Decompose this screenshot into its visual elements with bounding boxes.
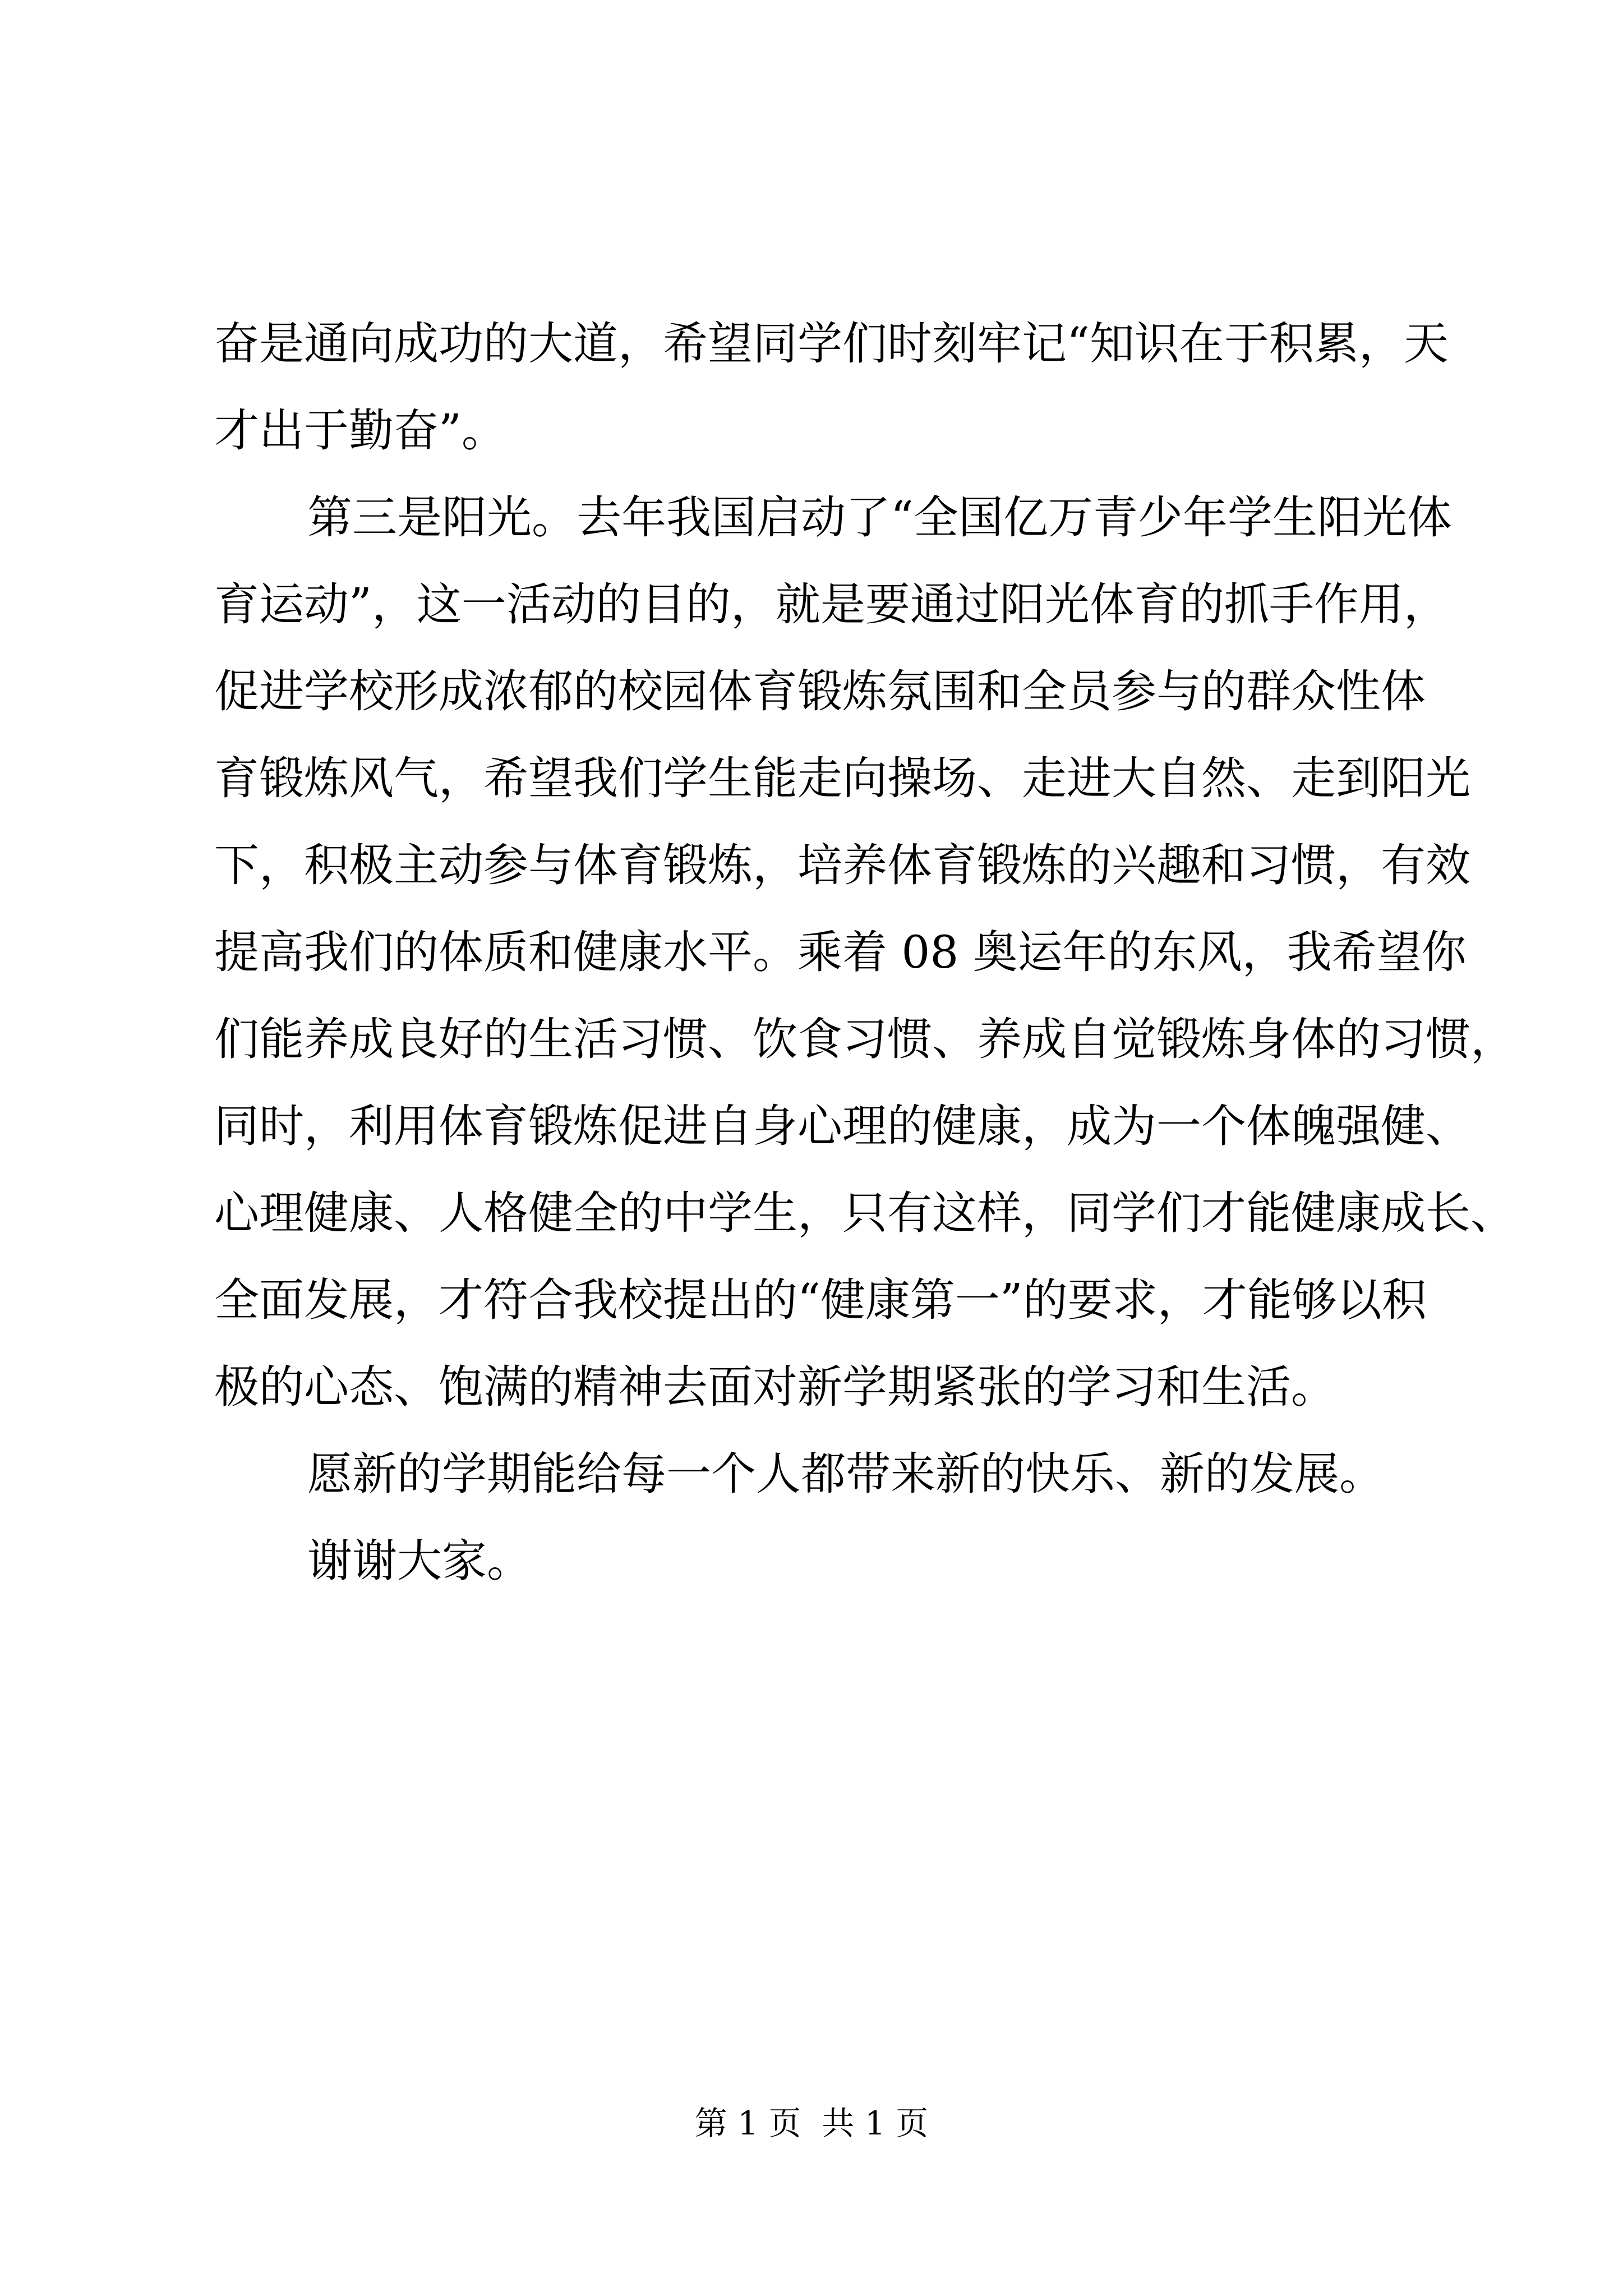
- paragraph-line: 第三是阳光。去年我国启动了“全国亿万青少年学生阳光体: [307, 491, 1452, 544]
- paragraph-line: 同时，利用体育锻炼促进自身心理的健康，成为一个体魄强健、: [214, 1100, 1470, 1152]
- paragraph-line: 育运动”，这一活动的目的，就是要通过阳光体育的抓手作用，: [214, 578, 1449, 631]
- paragraph-line: 全面发展，才符合我校提出的“健康第一”的要求，才能够以积: [214, 1274, 1427, 1326]
- paragraph-line: 奋是通向成功的大道，希望同学们时刻牢记“知识在于积累，天: [214, 318, 1449, 370]
- paragraph-line: 极的心态、饱满的精神去面对新学期紧张的学习和生活。: [214, 1361, 1336, 1413]
- paragraph-line: 育锻炼风气，希望我们学生能走向操场、走进大自然、走到阳光: [214, 752, 1470, 804]
- paragraph-line: 愿新的学期能给每一个人都带来新的快乐、新的发展。: [307, 1448, 1384, 1500]
- paragraph-line: 提高我们的体质和健康水平。乘着 08 奥运年的东风，我希望你: [214, 926, 1467, 978]
- paragraph-line: 谢谢大家。: [307, 1535, 532, 1587]
- paragraph-line: 促进学校形成浓郁的校园体育锻炼氛围和全员参与的群众性体: [214, 665, 1426, 717]
- page-footer: 第 1 页 共 1 页: [694, 2104, 929, 2142]
- paragraph-line: 下，积极主动参与体育锻炼，培养体育锻炼的兴趣和习惯，有效: [214, 839, 1470, 891]
- paragraph-line: 们能养成良好的生活习惯、饮食习惯、养成自觉锻炼身体的习惯，: [214, 1013, 1515, 1065]
- paragraph-line: 心理健康、人格健全的中学生，只有这样，同学们才能健康成长、: [214, 1187, 1515, 1239]
- paragraph-line: 才出于勤奋”。: [214, 404, 506, 457]
- document-body: [214, 300, 1515, 1604]
